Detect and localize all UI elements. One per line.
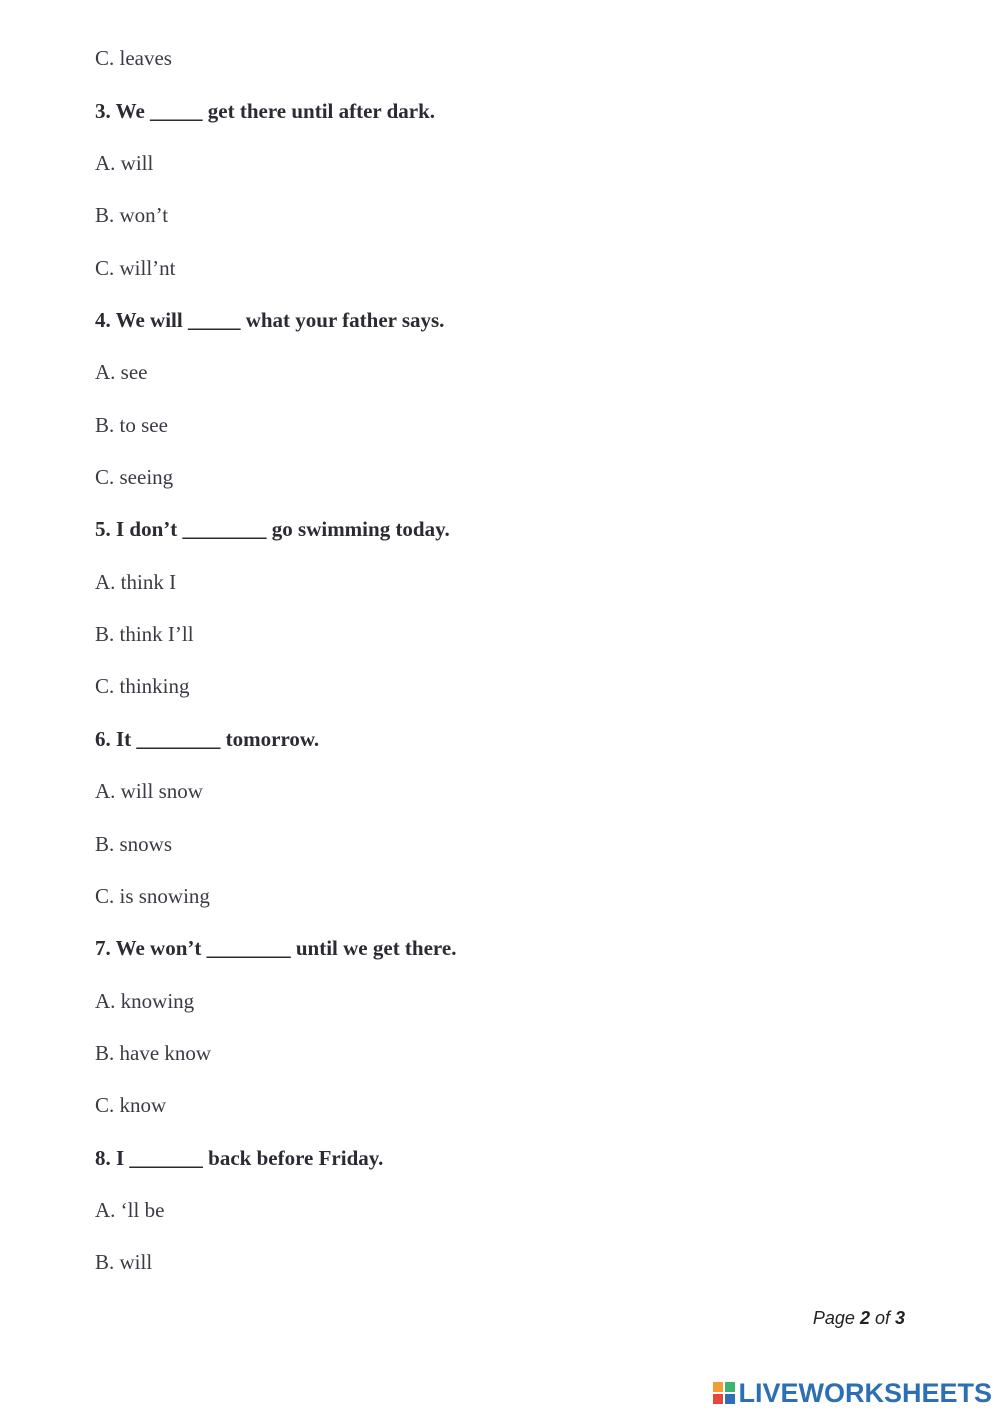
question-8: 8. I _______ back before Friday. — [95, 1146, 384, 1170]
option-line: C. thinking — [95, 674, 190, 698]
option-line: C. seeing — [95, 465, 174, 489]
option-line: A. knowing — [95, 989, 195, 1013]
option-line: A. will snow — [95, 779, 203, 803]
option-line: C. leaves — [95, 46, 172, 70]
option-line: A. ‘ll be — [95, 1198, 165, 1222]
page-word: Page — [812, 1308, 860, 1328]
liveworksheets-logo[interactable] — [713, 1377, 992, 1409]
option-line: B. snows — [95, 832, 173, 856]
option-line: C. is snowing — [95, 884, 210, 908]
option-line: C. know — [95, 1093, 167, 1117]
page-number — [813, 1308, 905, 1329]
question-7: 7. We won’t ________ until we get there. — [95, 936, 457, 960]
question-5: 5. I don’t ________ go swimming today. — [95, 517, 450, 541]
logo-tile — [725, 1382, 735, 1392]
option-line: B. won’t — [95, 203, 169, 227]
logo-tile — [713, 1382, 723, 1392]
logo-tile — [725, 1394, 735, 1404]
option-line: C. will’nt — [95, 256, 176, 280]
total-pages: 3 — [894, 1308, 905, 1328]
option-line: B. think I’ll — [95, 622, 194, 646]
question-6: 6. It ________ tomorrow. — [95, 727, 320, 751]
option-line: B. will — [95, 1250, 153, 1274]
option-line: A. think I — [95, 570, 177, 594]
option-line: B. have know — [95, 1041, 212, 1065]
brand-name: LIVEWORKSHEETS — [738, 1378, 992, 1408]
option-line: A. see — [95, 360, 148, 384]
question-3: 3. We _____ get there until after dark. — [95, 99, 436, 123]
option-line: A. will — [95, 151, 154, 175]
logo-tiles-icon — [713, 1382, 735, 1404]
question-4: 4. We will _____ what your father says. — [95, 308, 445, 332]
of-word: of — [869, 1308, 895, 1328]
logo-tile — [713, 1394, 723, 1404]
current-page: 2 — [859, 1308, 870, 1328]
option-line: B. to see — [95, 413, 168, 437]
